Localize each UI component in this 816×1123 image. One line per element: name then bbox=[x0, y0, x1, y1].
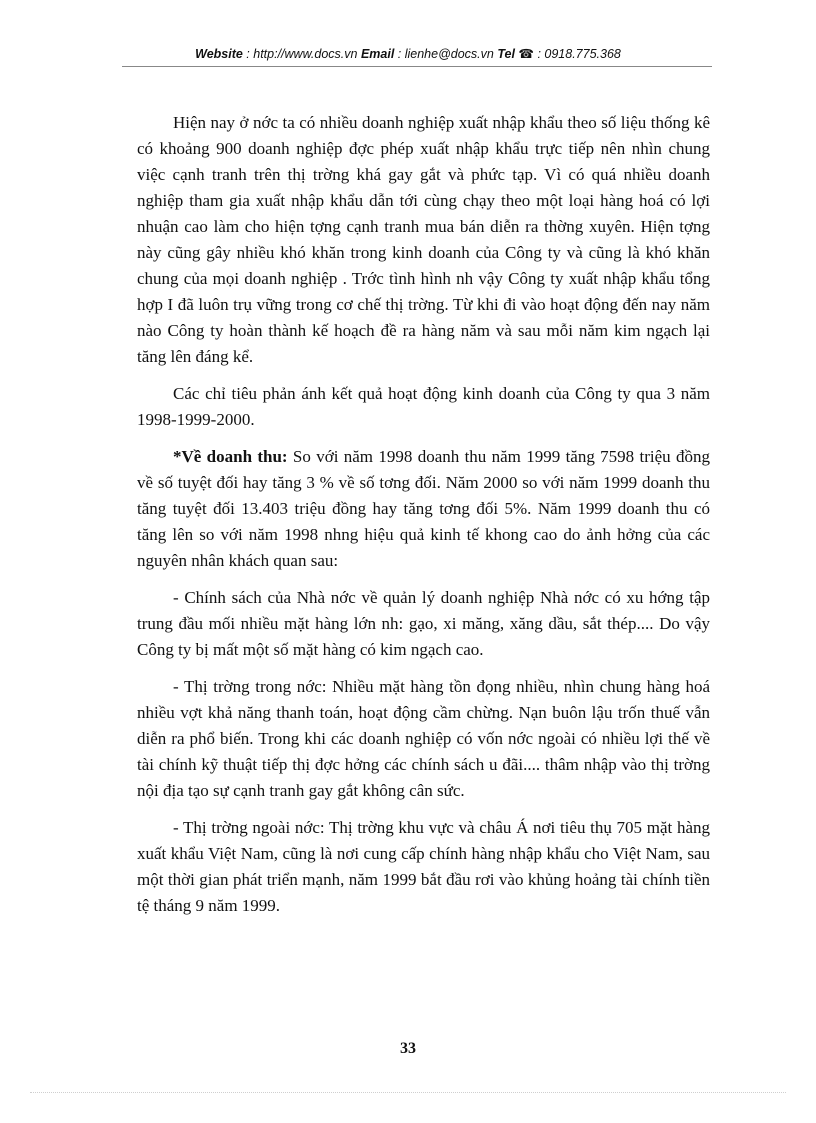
paragraph-revenue bbox=[137, 444, 710, 574]
paragraph-text: Hiện nay ở nớc ta có nhiều doanh nghiệp xuất nhập khẩu theo số liệu thống kê có khoảng 900 doanh nghiệp đợc phép xuất nhập khẩu trực tiếp nên nhìn chung việc cạnh tranh trên thị trờng khá gay gắt và phức tạp. Vì có quá nhiều doanh nghiệp tham gia xuất nhập khẩu dẫn tới cùng chạy theo một loại hàng hoá có lợi nhuận cao làm cho hiện tợng cạnh tranh mua bán diễn ra thờng xuyên. Hiện tợng này cũng gây nhiều khó khăn trong kinh doanh của Công ty và cũng là khó khăn chung của mọi doanh nghiệp . Trớc tình hình nh vậy Công ty xuất nhập khẩu tổng hợp I đã luôn trụ vững trong cơ chế thị trờng. Từ khi đi vào hoạt động đến nay năm nào Công ty hoàn thành kế hoạch đề ra hàng năm và sau mỗi năm kim ngạch lại tăng lên đáng kể. bbox=[137, 113, 710, 366]
page-header bbox=[0, 46, 816, 61]
website-label: Website bbox=[195, 47, 243, 61]
page-bottom-divider bbox=[30, 1092, 786, 1093]
website-value: : http://www.docs.vn bbox=[242, 47, 361, 61]
tel-label: Tel bbox=[497, 47, 515, 61]
document-body bbox=[137, 110, 710, 919]
paragraph-lead: *Về doanh thu: bbox=[173, 447, 288, 466]
header-divider bbox=[122, 66, 712, 67]
paragraph-text: Các chỉ tiêu phản ánh kết quả hoạt động kinh doanh của Công ty qua 3 năm 1998-1999-2000. bbox=[137, 384, 710, 429]
email-value: : lienhe@docs.vn bbox=[394, 47, 498, 61]
paragraph-text: - Thị trờng ngoài nớc: Thị trờng khu vực và châu Á nơi tiêu thụ 705 mặt hàng xuất khẩu Việt Nam, cũng là nơi cung cấp chính hàng nhập khẩu cho Việt Nam, sau một thời gian phát triển mạnh, năm 1999 bắt đầu rơi vào khủng hoảng tài chính tiền tệ tháng 9 năm 1999. bbox=[137, 818, 710, 915]
tel-value: ☎ : 0918.775.368 bbox=[514, 47, 621, 61]
paragraph-state-policy bbox=[137, 585, 710, 663]
paragraph-text: So với năm 1998 doanh thu năm 1999 tăng 7598 triệu đồng về số tuyệt đối hay tăng 3 % về số tơng đối. Năm 2000 so với năm 1999 doanh thu tăng tuyệt đối 13.403 triệu đồng hay tăng tơng đối 5%. Năm 1999 doanh thu có tăng lên so với năm 1998 nhng hiệu quả kinh tế khong cao do ảnh hởng của các nguyên nhân khách quan sau: bbox=[137, 447, 710, 570]
paragraph-indicators bbox=[137, 381, 710, 433]
paragraph-text: - Thị trờng trong nớc: Nhiều mặt hàng tồn đọng nhiều, nhìn chung hàng hoá nhiều vợt khả năng thanh toán, hoạt động cầm chừng. Nạn buôn lậu trốn thuế vẫn diễn ra phổ biến. Trong khi các doanh nghiệp có vốn nớc ngoài có nhiều lợi thế về tài chính kỹ thuật tiếp thị đợc hởng các chính sách u đãi.... thâm nhập vào thị trờng nội địa tạo sự cạnh tranh gay gắt không cân sức. bbox=[137, 677, 710, 800]
paragraph-domestic-market bbox=[137, 674, 710, 804]
page-number: 33 bbox=[400, 1040, 416, 1057]
paragraph-foreign-market bbox=[137, 815, 710, 919]
paragraph-text: - Chính sách của Nhà nớc về quản lý doanh nghiệp Nhà nớc có xu hớng tập trung đầu mối nhiều mặt hàng lớn nh: gạo, xi măng, xăng dầu, sắt thép.... Do vậy Công ty bị mất một số mặt hàng có kim ngạch cao. bbox=[137, 588, 710, 659]
email-label: Email bbox=[360, 47, 395, 61]
paragraph-market-overview bbox=[137, 110, 710, 370]
